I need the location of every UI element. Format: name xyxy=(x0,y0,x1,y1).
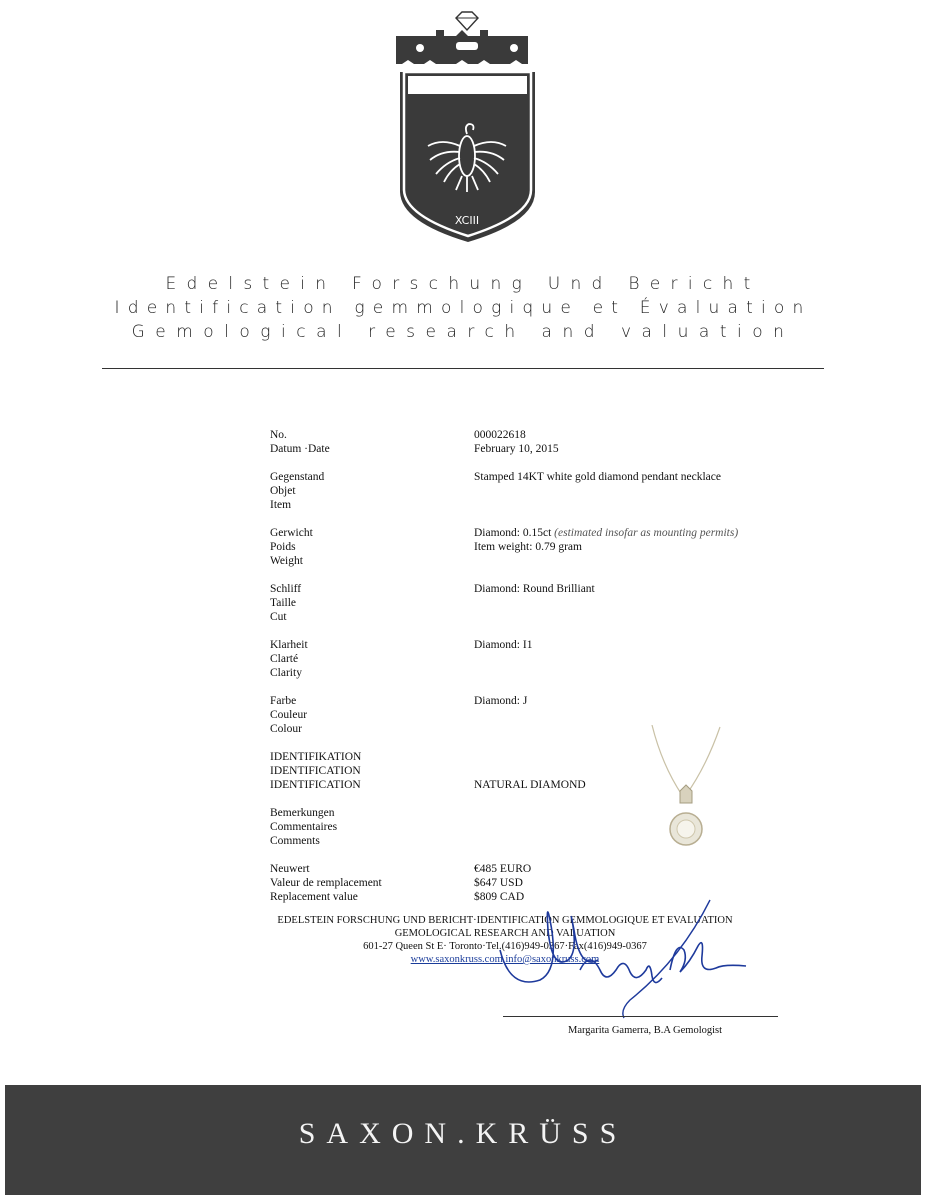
header-french: Identification gemmologique et Évaluation xyxy=(114,298,812,318)
field-label: IDENTIFIKATION xyxy=(270,751,362,763)
weight-note: (estimated insofar as mounting permits) xyxy=(554,527,739,539)
field-label: IDENTIFICATION xyxy=(270,779,361,791)
value-euro: €485 EURO xyxy=(474,863,532,875)
field-label: Objet xyxy=(270,485,296,497)
field-label: Taille xyxy=(270,597,297,609)
gemologist-name: Margarita Gamerra, B.A Gemologist xyxy=(568,1025,723,1036)
field-label: Datum ·Date xyxy=(270,443,330,455)
clarity-value: Diamond: I1 xyxy=(474,639,533,651)
field-label: Valeur de remplacement xyxy=(270,877,382,889)
footer-line-2: GEMOLOGICAL RESEARCH AND VALUATION xyxy=(394,928,616,939)
email-link[interactable]: info@saxonkruss.com xyxy=(505,954,600,965)
field-cut xyxy=(270,582,870,638)
colour-value: Diamond: J xyxy=(474,695,528,707)
field-label: Cut xyxy=(270,611,287,623)
signature-line xyxy=(503,1016,778,1017)
field-label: Clarté xyxy=(270,653,299,665)
field-label: IDENTIFICATION xyxy=(270,765,361,777)
field-label: Comments xyxy=(270,835,320,847)
certificate-number: 000022618 xyxy=(474,429,526,441)
field-label: Neuwert xyxy=(270,863,310,875)
field-identification xyxy=(270,750,870,806)
field-label: Colour xyxy=(270,723,302,735)
item-weight: Item weight: 0.79 gram xyxy=(474,541,582,553)
identification-value: NATURAL DIAMOND xyxy=(474,779,586,791)
field-label: Schliff xyxy=(270,583,302,595)
field-colour xyxy=(270,694,870,750)
diamond-emblem-icon xyxy=(456,12,478,30)
field-label: No. xyxy=(270,429,287,441)
field-label: Gegenstand xyxy=(270,471,325,483)
field-label: Farbe xyxy=(270,695,297,707)
field-label: Gerwicht xyxy=(270,527,313,539)
field-clarity xyxy=(270,638,870,694)
field-label: Couleur xyxy=(270,709,308,721)
diamond-weight: Diamond: 0.15ct xyxy=(474,527,552,539)
certificate-fields xyxy=(270,428,870,903)
field-label: Bemerkungen xyxy=(270,807,335,819)
field-label: Clarity xyxy=(270,667,302,679)
cut-value: Diamond: Round Brilliant xyxy=(474,583,595,595)
header-german: Edelstein Forschung Und Bericht xyxy=(165,274,761,294)
field-comments xyxy=(270,806,870,862)
field-number xyxy=(270,428,870,458)
value-cad: $809 CAD xyxy=(474,891,525,903)
header-english: Gemological research and valuation xyxy=(131,322,795,342)
field-label: Replacement value xyxy=(270,891,358,903)
field-weight xyxy=(270,526,870,582)
certificate-date: February 10, 2015 xyxy=(474,443,559,455)
value-usd: $647 USD xyxy=(474,877,523,889)
item-value: Stamped 14KT white gold diamond pendant necklace xyxy=(474,471,721,483)
pendant-photo xyxy=(640,725,730,855)
field-label: Poids xyxy=(270,541,296,553)
gemologist-signature xyxy=(470,890,790,1020)
field-item xyxy=(270,470,870,526)
field-label: Item xyxy=(270,499,292,511)
brand-name: SAXON.KRÜSS xyxy=(298,1117,628,1150)
field-label: Klarheit xyxy=(270,639,308,651)
crest-numeral: XCIII xyxy=(454,214,480,227)
header-divider xyxy=(102,368,824,369)
footer-address: 601-27 Queen St E· Toronto·Tel.(416)949-0367·Fax(416)949-0367 xyxy=(363,941,647,952)
footer-line-1: EDELSTEIN FORSCHUNG UND BERICHT·IDENTIFICATION GEMMOLOGIQUE ET EVALUATION xyxy=(277,915,733,926)
crest-logo xyxy=(390,6,545,246)
field-label: Commentaires xyxy=(270,821,338,833)
field-label: Weight xyxy=(270,555,303,567)
website-link[interactable]: www.saxonkruss.com xyxy=(410,954,503,965)
